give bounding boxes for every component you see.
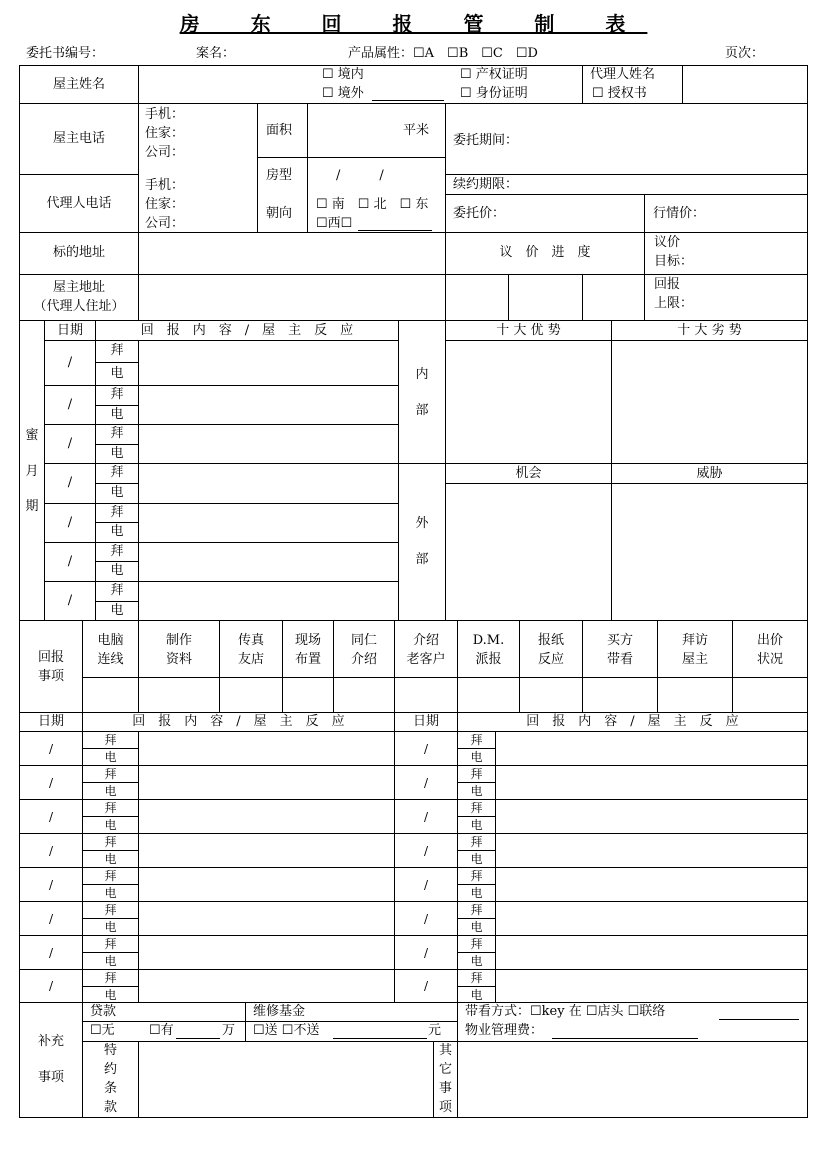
page-label: 页次： [725, 46, 765, 61]
item-colleague: 同仁 [350, 633, 377, 648]
item-computer-2: 连线 [97, 652, 124, 667]
honeymoon-side-1: 蜜 [25, 428, 39, 443]
owner-home-label: 住家： [145, 126, 185, 141]
agent-home-label: 住家： [145, 197, 185, 212]
external-label-1: 外 [415, 516, 429, 531]
log-visit: 拜 [104, 937, 117, 951]
log-date-slash: / [48, 844, 54, 858]
hm-visit: 拜 [110, 343, 124, 358]
log-visit: 拜 [470, 767, 483, 781]
hm-date-slash: / [67, 436, 73, 451]
form-title: 房 东 回 报 管 制 表 [179, 12, 648, 36]
log-date-slash: / [423, 844, 429, 858]
hm-date-header: 日期 [56, 323, 83, 338]
entrust-price-label: 委托价： [453, 206, 506, 221]
product-attr-label: 产品属性：☐A ☐B ☐C ☐D [348, 46, 538, 61]
target-price-label-2: 目标： [654, 254, 694, 269]
mgmt-fee-line [552, 1038, 698, 1039]
hm-content-header: 回 报 内 容 / 屋 主 反 应 [140, 323, 354, 338]
agent-office-label: 公司： [145, 216, 185, 231]
layout-value: / / [336, 168, 384, 183]
weaknesses-header: 十 大 劣 势 [677, 323, 742, 338]
owner-address-label: 屋主地址 [52, 280, 105, 295]
hm-call: 电 [110, 366, 124, 381]
log-visit: 拜 [470, 869, 483, 883]
item-newspaper: 报纸 [537, 633, 564, 648]
log-visit: 拜 [104, 903, 117, 917]
log-visit: 拜 [104, 869, 117, 883]
log-call: 电 [104, 988, 117, 1002]
hm-date-slash: / [67, 593, 73, 608]
hm-visit: 拜 [110, 544, 124, 559]
item-onsite-2: 布置 [294, 652, 321, 667]
log-date-slash: / [48, 912, 54, 926]
log-visit: 拜 [104, 767, 117, 781]
honeymoon-side-3: 期 [25, 499, 39, 514]
item-buyer-view-2: 带看 [606, 652, 633, 667]
other-matters-2: 它 [438, 1062, 452, 1077]
opportunity-header: 机会 [515, 466, 542, 481]
log-visit: 拜 [470, 937, 483, 951]
market-price-label: 行情价： [653, 206, 706, 221]
hm-call: 电 [110, 485, 124, 500]
item-buyer-view: 买方 [606, 633, 633, 648]
special-terms-4: 款 [103, 1100, 117, 1115]
hm-date-slash: / [67, 355, 73, 370]
item-fax: 传真 [237, 633, 264, 648]
strengths-header: 十 大 优 势 [496, 323, 561, 338]
log-call: 电 [104, 954, 117, 968]
hm-visit: 拜 [110, 426, 124, 441]
hm-date-slash: / [67, 397, 73, 412]
log-date-slash: / [48, 776, 54, 790]
item-dm: D.M. [472, 633, 505, 648]
supplement-label: 补充 [37, 1034, 64, 1049]
log-date-slash: / [423, 946, 429, 960]
item-old-client-2: 老客户 [406, 652, 446, 667]
target-price-label: 议价 [654, 235, 681, 250]
external-label-2: 部 [415, 552, 429, 567]
log-date-slash: / [48, 979, 54, 993]
hm-call: 电 [110, 407, 124, 422]
report-items-label-2: 事项 [37, 669, 64, 684]
hm-call: 电 [110, 563, 124, 578]
commission-no-label: 委托书编号： [26, 46, 105, 61]
hm-date-slash: / [67, 475, 73, 490]
log-call: 电 [104, 852, 117, 866]
fund-amount-line [333, 1038, 427, 1039]
other-matters-1: 其 [438, 1043, 452, 1058]
log-call: 电 [470, 954, 483, 968]
item-dm-2: 派报 [475, 652, 502, 667]
log-content-header-right: 回 报 内 容 / 屋 主 反 应 [526, 714, 739, 729]
agent-mobile-label: 手机： [145, 178, 185, 193]
hm-date-slash: / [67, 515, 73, 530]
log-date-slash: / [423, 776, 429, 790]
log-visit: 拜 [470, 835, 483, 849]
sqm-unit: 平米 [403, 123, 430, 138]
agent-address-label: （代理人住址） [33, 299, 125, 314]
target-address-label: 标的地址 [52, 245, 105, 260]
item-make-data-2: 资料 [165, 652, 192, 667]
hm-visit: 拜 [110, 583, 124, 598]
owner-name-label: 屋主姓名 [52, 77, 105, 92]
log-date-slash: / [423, 979, 429, 993]
item-visit-owner: 拜访 [681, 633, 708, 648]
hm-date-slash: / [67, 554, 73, 569]
orientation-west[interactable]: ☐西☐ [316, 216, 353, 231]
owner-office-label: 公司： [145, 145, 185, 160]
authorization-checkbox[interactable]: ☐ 授权书 [592, 86, 647, 101]
owner-mobile-label: 手机： [145, 107, 185, 122]
viewing-method[interactable]: 带看方式：☐key 在 ☐店头 ☐联络 [465, 1004, 666, 1019]
threat-header: 威胁 [696, 466, 723, 481]
item-make-data: 制作 [165, 633, 192, 648]
agent-name-label: 代理人姓名 [590, 67, 656, 82]
internal-label-2: 部 [415, 403, 429, 418]
fund-label: 维修基金 [253, 1004, 306, 1019]
item-visit-owner-2: 屋主 [681, 652, 708, 667]
log-call: 电 [104, 750, 117, 764]
fund-checkboxes[interactable]: ☐送 ☐不送 [253, 1023, 320, 1038]
log-call: 电 [470, 852, 483, 866]
entrust-period-label: 委托期间： [453, 133, 519, 148]
special-terms-3: 条 [103, 1081, 117, 1096]
item-computer: 电脑 [97, 633, 124, 648]
log-call: 电 [470, 750, 483, 764]
hm-call: 电 [110, 603, 124, 618]
item-colleague-2: 介绍 [350, 652, 377, 667]
orientation-label: 朝向 [266, 206, 293, 221]
item-onsite: 现场 [294, 633, 321, 648]
log-call: 电 [470, 920, 483, 934]
mgmt-fee-label: 物业管理费： [465, 1023, 544, 1038]
loan-unit: 万 [222, 1023, 236, 1038]
log-date-slash: / [48, 946, 54, 960]
orientation-fill-line [358, 230, 432, 231]
log-call: 电 [470, 818, 483, 832]
supplement-label-2: 事项 [37, 1070, 64, 1085]
loan-none-checkbox[interactable]: ☐无 [90, 1023, 115, 1038]
honeymoon-side-2: 月 [25, 464, 39, 479]
hm-call: 电 [110, 446, 124, 461]
item-offer-2: 状况 [756, 652, 783, 667]
inside-checkbox[interactable]: ☐ 境内 [322, 67, 364, 82]
layout-label: 房型 [266, 168, 293, 183]
agent-phone-label: 代理人电话 [46, 196, 112, 211]
hm-call: 电 [110, 524, 124, 539]
hm-visit: 拜 [110, 387, 124, 402]
log-date-slash: / [423, 742, 429, 756]
log-visit: 拜 [470, 903, 483, 917]
progress-label: 议 价 进 度 [499, 245, 591, 260]
special-terms-1: 特 [103, 1043, 117, 1058]
log-call: 电 [470, 886, 483, 900]
area-label: 面积 [266, 123, 293, 138]
outside-checkbox[interactable]: ☐ 境外 [322, 86, 364, 101]
log-content-header-left: 回 报 内 容 / 屋 主 反 应 [132, 714, 345, 729]
viewing-fill-line [719, 1019, 799, 1020]
fund-unit: 元 [428, 1023, 442, 1038]
log-date-header-left: 日期 [37, 714, 64, 729]
log-visit: 拜 [470, 971, 483, 985]
log-date-slash: / [48, 742, 54, 756]
loan-yes-checkbox[interactable]: ☐有 [149, 1023, 174, 1038]
item-fax-2: 友店 [237, 652, 264, 667]
log-date-header-right: 日期 [412, 714, 439, 729]
log-date-slash: / [48, 878, 54, 892]
log-call: 电 [470, 784, 483, 798]
renew-period-label: 续约期限： [453, 177, 519, 192]
internal-label-1: 内 [415, 367, 429, 382]
log-visit: 拜 [470, 801, 483, 815]
orientation-options[interactable]: ☐ 南 ☐ 北 ☐ 东 [316, 197, 429, 212]
report-limit-label-2: 上限： [654, 296, 694, 311]
outside-fill-line [372, 100, 444, 101]
item-old-client: 介绍 [412, 633, 439, 648]
log-call: 电 [104, 920, 117, 934]
item-newspaper-2: 反应 [537, 652, 564, 667]
log-date-slash: / [423, 912, 429, 926]
log-visit: 拜 [470, 733, 483, 747]
log-visit: 拜 [104, 801, 117, 815]
report-limit-label: 回报 [654, 277, 681, 292]
special-terms-2: 约 [103, 1062, 117, 1077]
item-offer: 出价 [756, 633, 783, 648]
deed-checkbox[interactable]: ☐ 产权证明 [460, 67, 528, 82]
owner-phone-label: 屋主电话 [52, 131, 105, 146]
log-call: 电 [104, 886, 117, 900]
log-visit: 拜 [104, 733, 117, 747]
other-matters-3: 事 [438, 1081, 452, 1096]
log-call: 电 [470, 988, 483, 1002]
log-visit: 拜 [104, 835, 117, 849]
log-call: 电 [104, 784, 117, 798]
id-proof-checkbox[interactable]: ☐ 身份证明 [460, 86, 528, 101]
case-name-label: 案名： [196, 46, 236, 61]
hm-visit: 拜 [110, 505, 124, 520]
log-date-slash: / [48, 810, 54, 824]
report-items-label: 回报 [37, 650, 64, 665]
log-call: 电 [104, 818, 117, 832]
log-date-slash: / [423, 878, 429, 892]
log-date-slash: / [423, 810, 429, 824]
other-matters-4: 项 [438, 1100, 452, 1115]
log-visit: 拜 [104, 971, 117, 985]
loan-label: 贷款 [90, 1004, 117, 1019]
hm-visit: 拜 [110, 465, 124, 480]
loan-amount-line [176, 1038, 220, 1039]
